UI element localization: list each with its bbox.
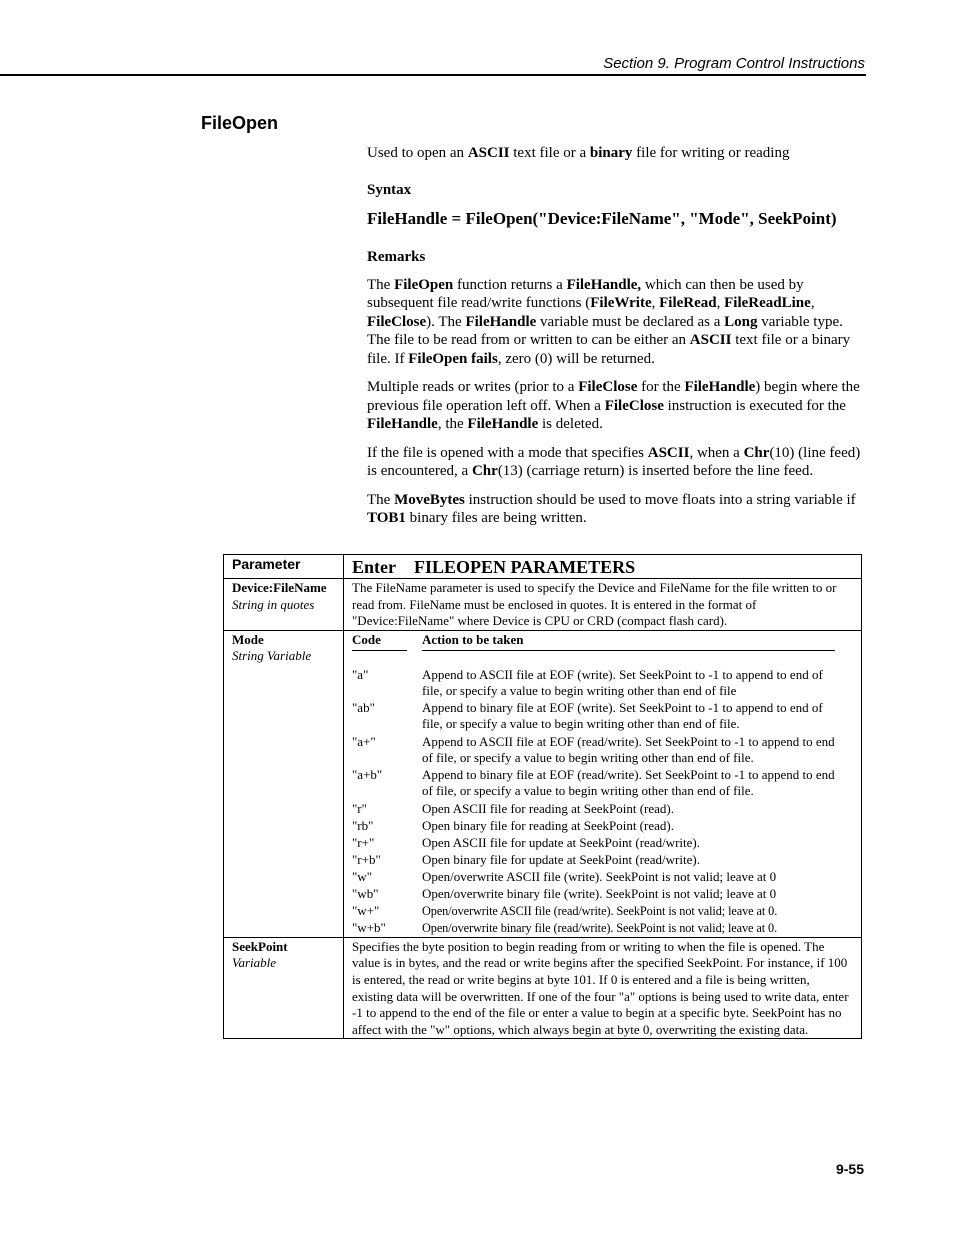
mode-action: Append to ASCII file at EOF (write). Set SeekPoint to -1 to append to end of file, or specify a value to begin writing other than end of file: [422, 666, 823, 699]
mode-action: Open/overwrite binary file (write). SeekPoint is not valid; leave at 0: [422, 885, 777, 901]
running-header: Section 9. Program Control Instructions: [603, 55, 865, 72]
bold-term: TOB1: [367, 510, 406, 526]
mode-options-cell: [344, 630, 862, 937]
bold-term: FileOpen fails: [408, 350, 498, 367]
bold-term: FileHandle: [684, 379, 756, 395]
mode-action: Open ASCII file for reading at SeekPoint (read).: [422, 800, 674, 816]
mode-action: Append to binary file at EOF (read/write). Set SeekPoint to -1 to append to end of file, or specify a value to begin writing other than end of file.: [422, 766, 835, 799]
parameter-type: String in quotes: [232, 596, 315, 612]
mode-code: "r+b": [352, 851, 381, 867]
remarks-paragraph-2: Multiple reads or writes (prior to a FileClose for the FileHandle) begin where the previous file operation left off. When a FileClose instruction is executed for the FileHandle, the FileHandle is deleted.: [367, 379, 860, 432]
parameter-cell: [224, 630, 344, 937]
mode-code: "rb": [352, 817, 374, 833]
bold-term: FileWrite: [590, 295, 652, 311]
header-rule: [0, 74, 866, 76]
mode-code: "wb": [352, 885, 379, 901]
mode-code: "w+b": [352, 919, 386, 935]
mode-code: "w": [352, 868, 373, 884]
bold-term: FileClose: [604, 397, 664, 414]
section-title: FileOpen: [201, 113, 279, 133]
bold-term: FileRead: [659, 295, 717, 311]
mode-action: Open/overwrite ASCII file (write). SeekPoint is not valid; leave at 0: [422, 868, 777, 884]
action-column-header: Action to be taken: [422, 632, 835, 652]
enter-header: [344, 555, 862, 579]
mode-action: Append to binary file at EOF (write). Set SeekPoint to -1 to append to end of file, or specify a value to begin writing other than end of file.: [422, 699, 823, 732]
remarks-paragraph-1: The FileOpen function returns a FileHandle, which can then be used by subsequent file read/write functions (FileWrite, FileRead, FileReadLine, FileClose). The FileHandle variable must be declared as a Long variable type. The file to be read from or written to can be either an ASCII text file or a binary file. If FileOpen fails, zero (0) will be returned.: [367, 276, 851, 367]
description-text: Used to open an ASCII text file or a binary file for writing or reading: [367, 145, 790, 161]
code-column-header: Code: [352, 632, 407, 652]
bold-term: binary: [589, 145, 633, 161]
page-number: 9-55: [835, 1161, 864, 1177]
remarks-paragraph-4: The MoveBytes instruction should be used to move floats into a string variable if TOB1 binary files are being written.: [367, 491, 856, 526]
syntax-section: [367, 181, 865, 228]
table-row: [224, 630, 862, 937]
mode-code: "r": [352, 800, 367, 816]
table-title: FILEOPEN PARAMETERS: [414, 557, 636, 577]
description: [367, 144, 865, 163]
remarks-section: [367, 248, 865, 528]
bold-term: Chr: [471, 463, 498, 479]
mode-code: "ab": [352, 699, 375, 715]
parameter-type: String Variable: [232, 648, 312, 664]
bold-term: FileHandle: [467, 416, 539, 432]
bold-term: FileHandle: [465, 313, 537, 330]
bold-term: ASCII: [647, 444, 690, 461]
parameter-name: SeekPoint: [232, 938, 288, 954]
bold-term: Long: [724, 313, 758, 330]
bold-term: ASCII: [689, 332, 732, 348]
remarks-heading: Remarks: [367, 249, 426, 265]
parameter-name: Mode: [232, 631, 264, 647]
table-row: [224, 579, 862, 631]
syntax-line: FileHandle = FileOpen("Device:FileName", "Mode", SeekPoint): [367, 208, 837, 228]
bold-term: FileClose: [367, 313, 427, 330]
bold-term: FileHandle: [367, 416, 438, 432]
table-row: [224, 937, 862, 1039]
bold-term: FileReadLine: [724, 295, 811, 311]
bold-term: MoveBytes: [394, 491, 465, 508]
remarks-paragraph-3: If the file is opened with a mode that specifies ASCII, when a Chr(10) (line feed) is encountered, a Chr(13) (carriage return) is inserted before the line feed.: [367, 444, 861, 479]
mode-code: "w+": [352, 902, 380, 918]
parameter-cell: [224, 579, 344, 631]
mode-action: Open ASCII file for update at SeekPoint (read/write).: [422, 834, 700, 850]
table-header-row: [224, 555, 862, 579]
mode-code: "a+b": [352, 766, 383, 782]
enter-label: Enter: [352, 557, 396, 577]
parameter-description: Specifies the byte position to begin reading from or writing to when the file is opened. The value is in bytes, and the read or write begins after the specified SeekPoint. For instance, if 100 is entered, the read or write begins at byte 101. If 0 is entered and a file is being written, existing data will be overwritten. If one of the four "a" options is being used to write data, enter -1 to append to the end of the file or enter a value to begin at a specific byte. SeekPoint has no affect with the "w" options, which always begin at byte 0, overwriting the existing data.: [344, 937, 862, 1039]
parameter-type: Variable: [232, 955, 277, 971]
bold-term: Chr: [743, 444, 770, 461]
mode-action: Open/overwrite binary file (read/write). SeekPoint is not valid; leave at 0.: [422, 920, 778, 935]
parameter-description: The FileName parameter is used to specify the Device and FileName for the file written to or read from. FileName must be enclosed in quotes. It is entered in the format of "Device:FileName" where Device is CPU or CRD (compact flash card).: [344, 579, 862, 631]
mode-code: "r+": [352, 834, 375, 850]
mode-code: "a+": [352, 733, 376, 749]
mode-action: Append to ASCII file at EOF (read/write). Set SeekPoint to -1 to append to end of file, or specify a value to begin writing other than end of file.: [422, 733, 835, 766]
mode-action: Open binary file for reading at SeekPoint (read).: [422, 817, 674, 833]
parameter-name: Device:FileName: [232, 580, 327, 595]
bold-term: ASCII: [467, 145, 510, 161]
mode-action: Open binary file for update at SeekPoint (read/write).: [422, 851, 700, 867]
bold-term: FileHandle,: [566, 276, 642, 293]
mode-code: "a": [352, 666, 369, 682]
mode-options: [352, 631, 853, 937]
mode-action: Open/overwrite ASCII file (read/write). SeekPoint is not valid; leave at 0.: [422, 903, 778, 918]
syntax-heading: Syntax: [367, 182, 412, 198]
parameter-cell: [224, 937, 344, 1039]
bold-term: FileOpen: [394, 276, 454, 293]
parameter-header: Parameter: [224, 555, 344, 579]
parameters-table: [223, 554, 862, 1039]
bold-term: FileClose: [578, 379, 638, 395]
